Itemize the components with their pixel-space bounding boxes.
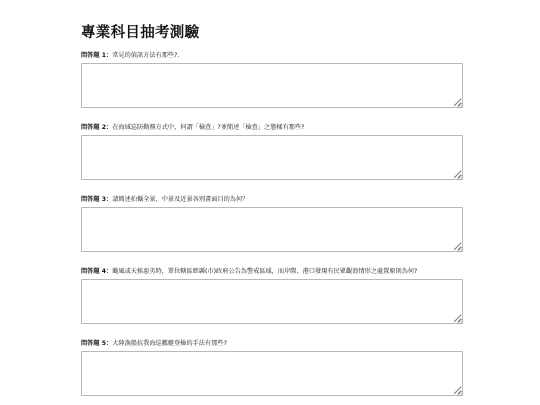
- question-text: 請簡述拍攝全景、中景及近景各別畫面目的為何？: [112, 196, 249, 203]
- question-text: 在海域巡防勤務方式中，何謂「檢查」?並簡述「檢查」之態樣有那些?: [112, 124, 305, 131]
- answer-textarea-3[interactable]: [81, 207, 463, 252]
- question-text: 大陸漁船抗我海巡艦艇登檢的手法有那些?: [112, 340, 227, 347]
- answer-textarea-2[interactable]: [81, 135, 463, 180]
- question-number: 問答題 5：: [81, 340, 113, 347]
- question-number: 問答題 1：: [81, 52, 113, 59]
- question-number: 問答題 4：: [81, 268, 113, 275]
- answer-textarea-1[interactable]: [81, 63, 463, 108]
- question-text: 颱風或天候惡劣時，單位轄區經縣(市)政府公告為警戒區域，而岸際、港口發現有民眾觀浪情形之處置原則為何?: [112, 268, 418, 275]
- answer-textarea-4[interactable]: [81, 279, 463, 324]
- answer-textarea-5[interactable]: [81, 351, 463, 396]
- page-title: 專業科目抽考測驗: [81, 25, 200, 41]
- question-text: 常見的偵訊方法有那些?.: [112, 52, 180, 59]
- question-3: [81, 196, 463, 204]
- question-label: [81, 52, 463, 60]
- question-4: [81, 268, 463, 276]
- question-label: [81, 124, 463, 132]
- question-label: [81, 340, 463, 348]
- question-number: 問答題 2：: [81, 124, 113, 131]
- question-label: [81, 268, 463, 276]
- question-5: [81, 340, 463, 348]
- question-2: [81, 124, 463, 132]
- question-number: 問答題 3：: [81, 196, 113, 203]
- question-label: [81, 196, 463, 204]
- question-1: [81, 52, 463, 60]
